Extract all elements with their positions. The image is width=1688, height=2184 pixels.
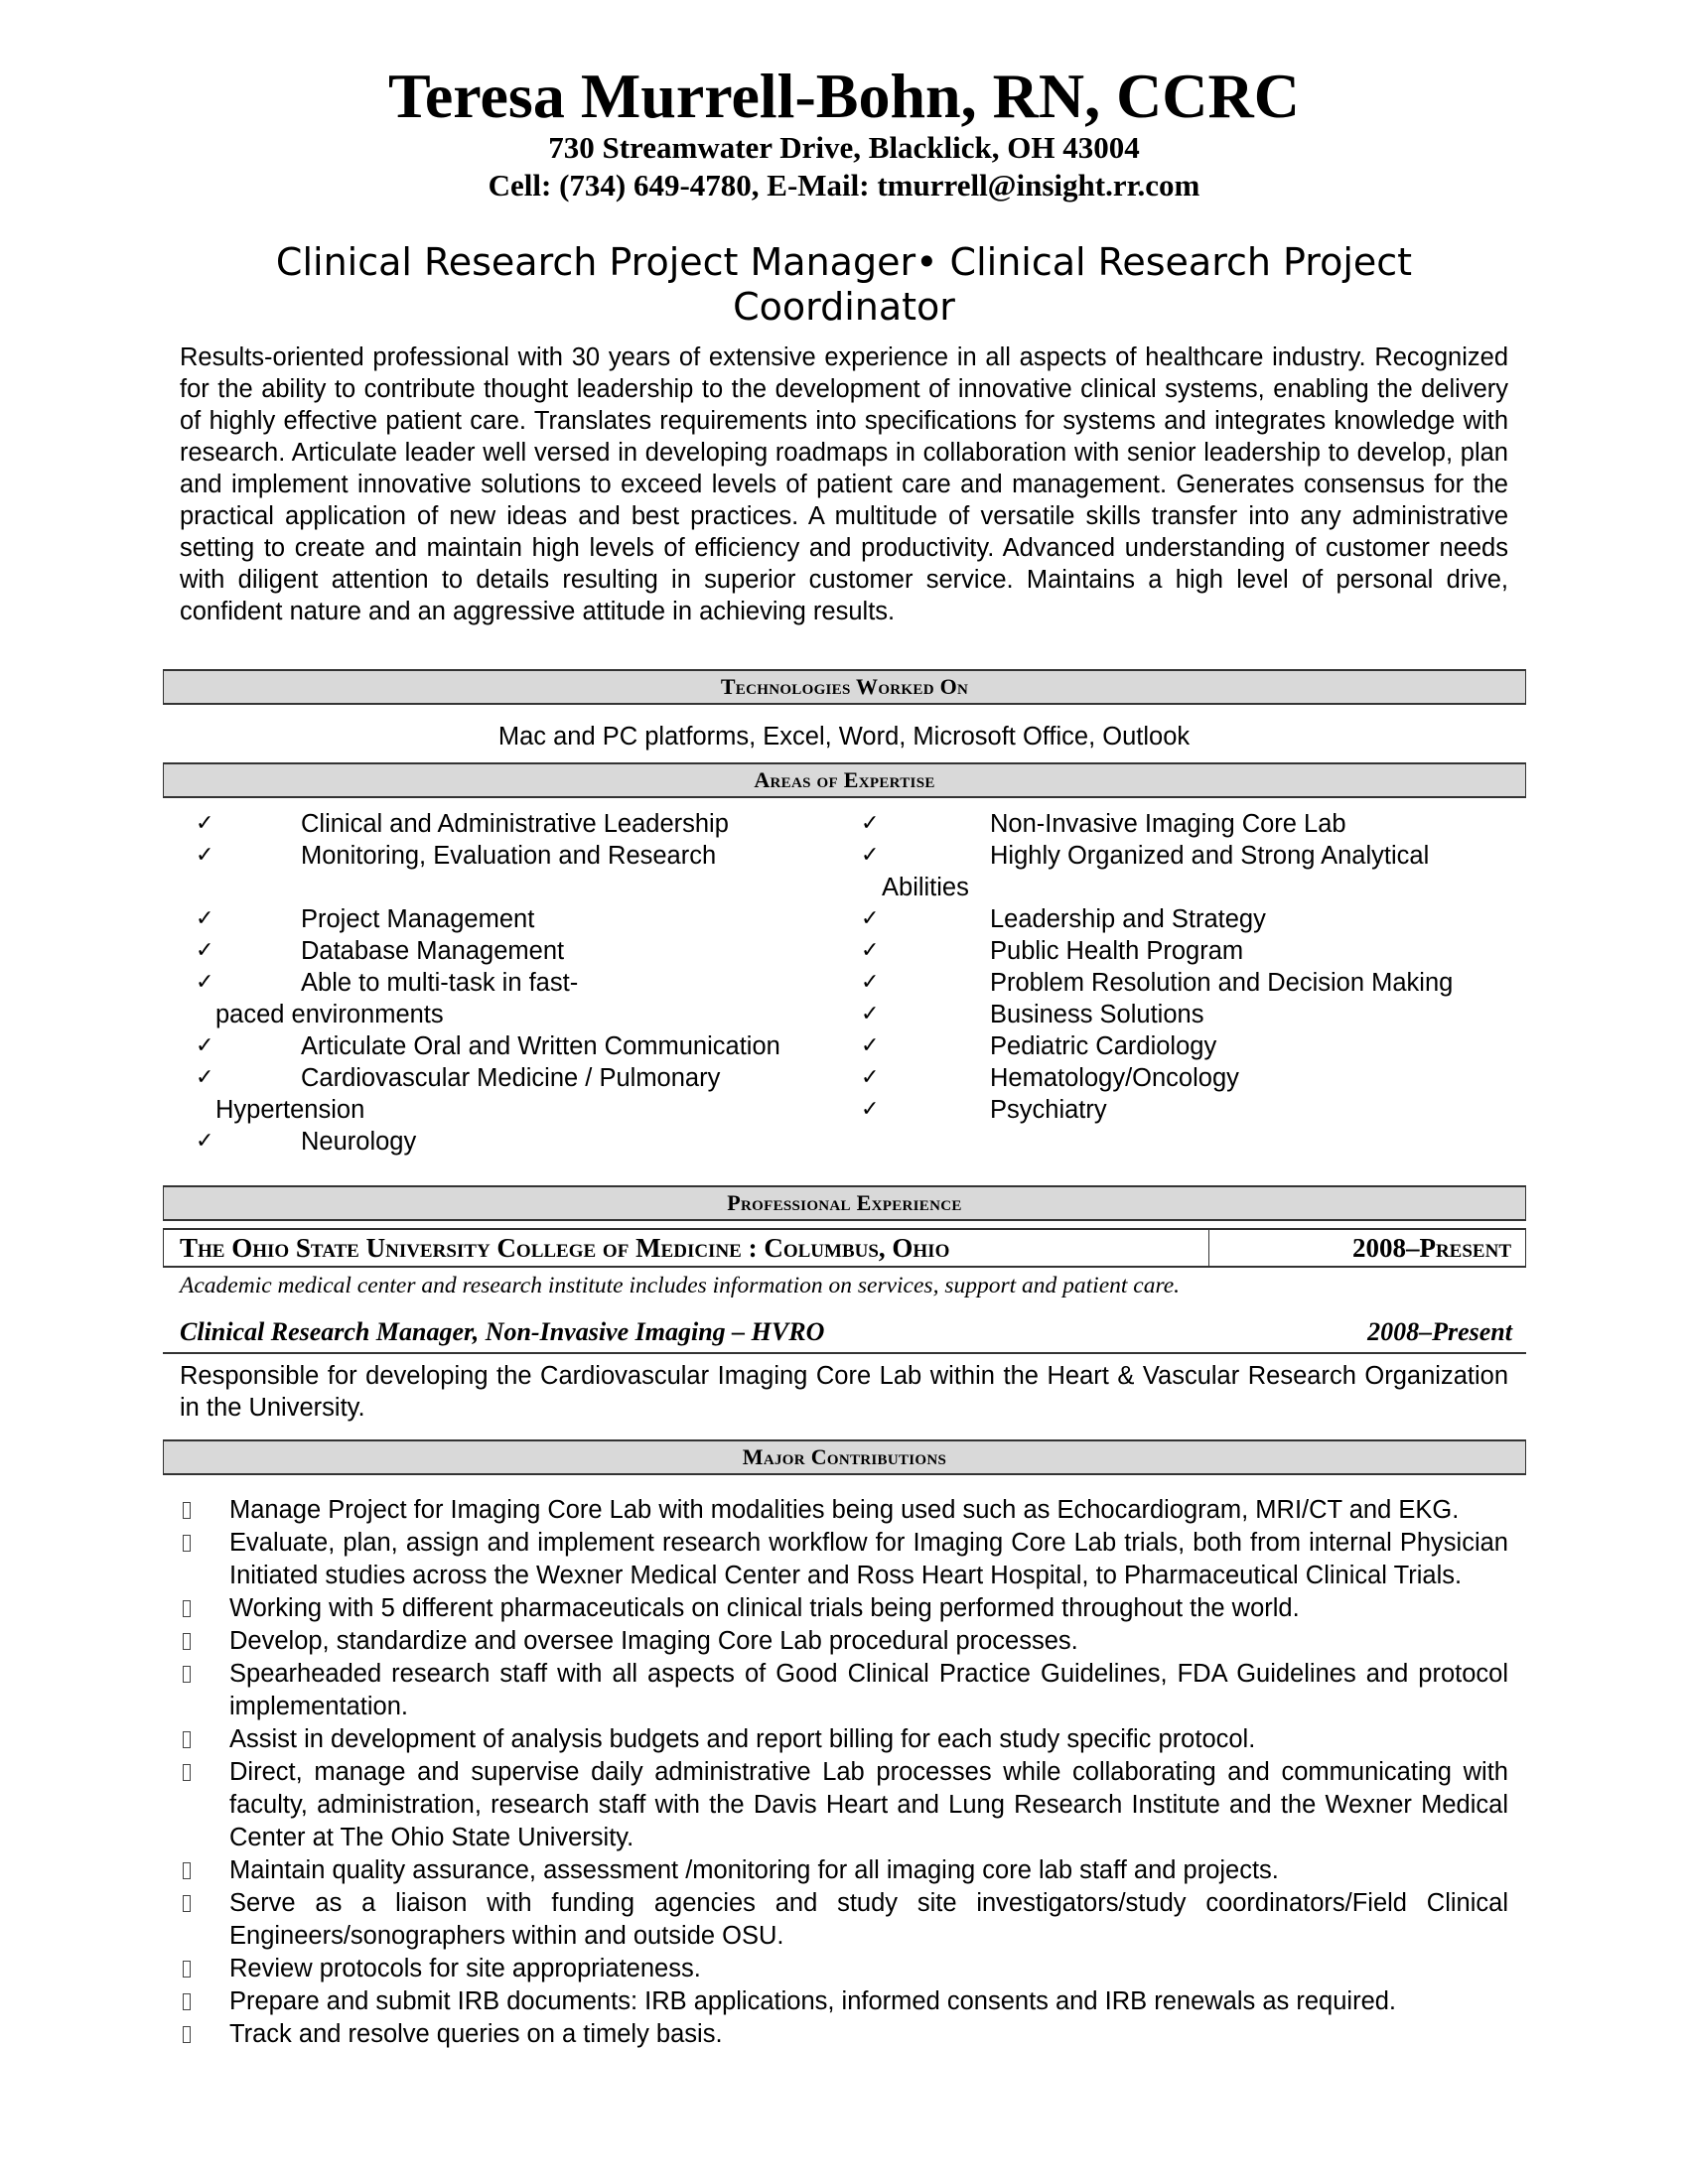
list-item: Spearheaded research staff with all aspects of Good Clinical Practice Guidelines, FDA Guidelines and protocol implementation. bbox=[180, 1658, 1508, 1723]
bullet-icon bbox=[183, 1535, 191, 1552]
expertise-item: ✓ Psychiatry bbox=[861, 1096, 1107, 1124]
professional-headline: Clinical Research Project Manager• Clinical Research Project Coordinator bbox=[275, 240, 1413, 329]
expertise-item: ✓ Able to multi-task in fast-paced environments bbox=[196, 969, 579, 1028]
list-item: Prepare and submit IRB documents: IRB applications, informed consents and IRB renewals as required. bbox=[180, 1985, 1508, 2018]
summary-paragraph: Results-oriented professional with 30 years of extensive experience in all aspects of healthcare industry. Recognized for the ability to contribute thought leadership to the development of innovative clinical systems, enabling the delivery of highly effective patient care. Translates requirements into specifications for systems and integrates knowledge with research. Articulate leader well versed in developing roadmaps in collaboration with senior leadership to develop, plan and implement innovative solutions to exceed levels of patient care and management. Generates consensus for the practical application of new ideas and best practices. A multitude of versatile skills transfer into any administrative setting to create and maintain high levels of efficiency and productivity. Advanced understanding of customer needs with diligent attention to details resulting in superior customer service. Maintains a high level of personal drive, confident nature and an aggressive attitude in achieving results. bbox=[180, 343, 1508, 625]
list-item: Evaluate, plan, assign and implement research workflow for Imaging Core Lab trials, both from internal Physician Initiated studies across the Wexner Medical Center and Ross Heart Hospital, to Pharmaceutical Clinical Trials. bbox=[180, 1527, 1508, 1592]
checkmark-icon: ✓ bbox=[196, 1065, 214, 1090]
checkmark-icon: ✓ bbox=[196, 938, 214, 963]
expertise-item: ✓ Cardiovascular Medicine / Pulmonary Hypertension bbox=[196, 1064, 721, 1124]
section-title: Major Contributions bbox=[742, 1444, 947, 1469]
employer-row bbox=[163, 1228, 1526, 1268]
bullet-icon bbox=[183, 1731, 191, 1748]
checkmark-icon: ✓ bbox=[861, 1033, 880, 1058]
expertise-item: ✓ Database Management bbox=[196, 937, 565, 965]
candidate-name: Teresa Murrell-Bohn, RN, CCRC bbox=[388, 61, 1300, 131]
bullet-icon bbox=[183, 1862, 191, 1879]
checkmark-icon: ✓ bbox=[861, 1097, 880, 1122]
contributions-list bbox=[180, 1494, 1508, 2051]
expertise-column-right bbox=[858, 808, 1523, 1126]
job-dates: 2008–Present bbox=[1367, 1317, 1512, 1346]
job-description: Responsible for developing the Cardiovascular Imaging Core Lab within the Heart & Vascular Research Organization in the University. bbox=[180, 1362, 1508, 1422]
expertise-item: ✓ Leadership and Strategy bbox=[861, 905, 1266, 933]
checkmark-icon: ✓ bbox=[861, 906, 880, 931]
checkmark-icon: ✓ bbox=[196, 1033, 214, 1058]
job-title-row bbox=[163, 1312, 1526, 1354]
checkmark-icon: ✓ bbox=[861, 843, 880, 868]
section-header-expertise bbox=[163, 762, 1526, 798]
expertise-item: ✓ Pediatric Cardiology bbox=[861, 1032, 1217, 1060]
list-item: Review protocols for site appropriateness. bbox=[180, 1953, 1508, 1985]
expertise-item: ✓ Business Solutions bbox=[861, 1001, 1204, 1028]
bullet-icon bbox=[183, 1666, 191, 1683]
checkmark-icon: ✓ bbox=[196, 811, 214, 836]
list-item: Assist in development of analysis budgets and report billing for each study specific protocol. bbox=[180, 1723, 1508, 1756]
technologies-list: Mac and PC platforms, Excel, Word, Microsoft Office, Outlook bbox=[497, 723, 1191, 751]
expertise-column-left bbox=[180, 808, 855, 1158]
bullet-icon bbox=[183, 1633, 191, 1650]
section-header-experience bbox=[163, 1185, 1526, 1221]
section-title: Areas of Expertise bbox=[754, 767, 935, 792]
expertise-item: ✓ Non-Invasive Imaging Core Lab bbox=[861, 810, 1346, 838]
bullet-icon bbox=[183, 1961, 191, 1978]
list-item: Track and resolve queries on a timely basis. bbox=[180, 2018, 1508, 2051]
bullet-icon bbox=[183, 1993, 191, 2010]
employer-description: Academic medical center and research institute includes information on services, support and patient care. bbox=[180, 1273, 1181, 1298]
checkmark-icon: ✓ bbox=[861, 970, 880, 995]
expertise-item: ✓ Problem Resolution and Decision Making bbox=[861, 969, 1454, 997]
checkmark-icon: ✓ bbox=[861, 1065, 880, 1090]
bullet-icon bbox=[183, 1502, 191, 1519]
expertise-spacer bbox=[180, 872, 855, 903]
employer-dates: 2008–Present bbox=[1351, 1232, 1511, 1263]
checkmark-icon: ✓ bbox=[196, 970, 214, 995]
expertise-item: ✓ Highly Organized and Strong Analytical Abilities bbox=[861, 842, 1430, 901]
expertise-item: ✓ Public Health Program bbox=[861, 937, 1244, 965]
list-item: Manage Project for Imaging Core Lab with modalities being used such as Echocardiogram, MRI/CT and EKG. bbox=[180, 1494, 1508, 1527]
expertise-item: ✓ Articulate Oral and Written Communication bbox=[196, 1032, 780, 1060]
list-item: Serve as a liaison with funding agencies and study site investigators/study coordinators/Field Clinical Engineers/sonographers within and outside OSU. bbox=[180, 1887, 1508, 1953]
checkmark-icon: ✓ bbox=[861, 1002, 880, 1026]
expertise-item: ✓ Project Management bbox=[196, 905, 535, 933]
section-header-technologies bbox=[163, 669, 1526, 705]
list-item: Working with 5 different pharmaceuticals on clinical trials being performed throughout the world. bbox=[180, 1592, 1508, 1625]
bullet-icon bbox=[183, 1895, 191, 1912]
list-item: Develop, standardize and oversee Imaging Core Lab procedural processes. bbox=[180, 1625, 1508, 1658]
expertise-item: ✓ Hematology/Oncology bbox=[861, 1064, 1239, 1092]
list-item: Direct, manage and supervise daily administrative Lab processes while collaborating and communicating with faculty, administration, research staff with the Davis Heart and Lung Research Institute and the Wexner Medical Center at The Ohio State University. bbox=[180, 1756, 1508, 1854]
checkmark-icon: ✓ bbox=[196, 1129, 214, 1154]
bullet-icon bbox=[183, 1600, 191, 1617]
employer-name: The Ohio State University College of Medicine : Columbus, Ohio bbox=[164, 1230, 1209, 1266]
bullet-icon bbox=[183, 1764, 191, 1781]
job-title: Clinical Research Manager, Non-Invasive Imaging – HVRO bbox=[180, 1317, 825, 1346]
checkmark-icon: ✓ bbox=[861, 811, 880, 836]
checkmark-icon: ✓ bbox=[861, 938, 880, 963]
list-item: Maintain quality assurance, assessment /monitoring for all imaging core lab staff and projects. bbox=[180, 1854, 1508, 1887]
bullet-icon bbox=[183, 2026, 191, 2043]
checkmark-icon: ✓ bbox=[196, 843, 214, 868]
contact-line: Cell: (734) 649-4780, E-Mail: tmurrell@insight.rr.com bbox=[488, 168, 1200, 203]
expertise-item: ✓ Clinical and Administrative Leadership bbox=[196, 810, 729, 838]
section-header-contributions bbox=[163, 1439, 1526, 1475]
expertise-item: ✓ Monitoring, Evaluation and Research bbox=[196, 842, 717, 870]
expertise-item: ✓ Neurology bbox=[196, 1128, 417, 1156]
section-title: Professional Experience bbox=[727, 1190, 962, 1215]
section-title: Technologies Worked On bbox=[720, 674, 969, 699]
checkmark-icon: ✓ bbox=[196, 906, 214, 931]
address: 730 Streamwater Drive, Blacklick, OH 43004 bbox=[548, 130, 1140, 165]
